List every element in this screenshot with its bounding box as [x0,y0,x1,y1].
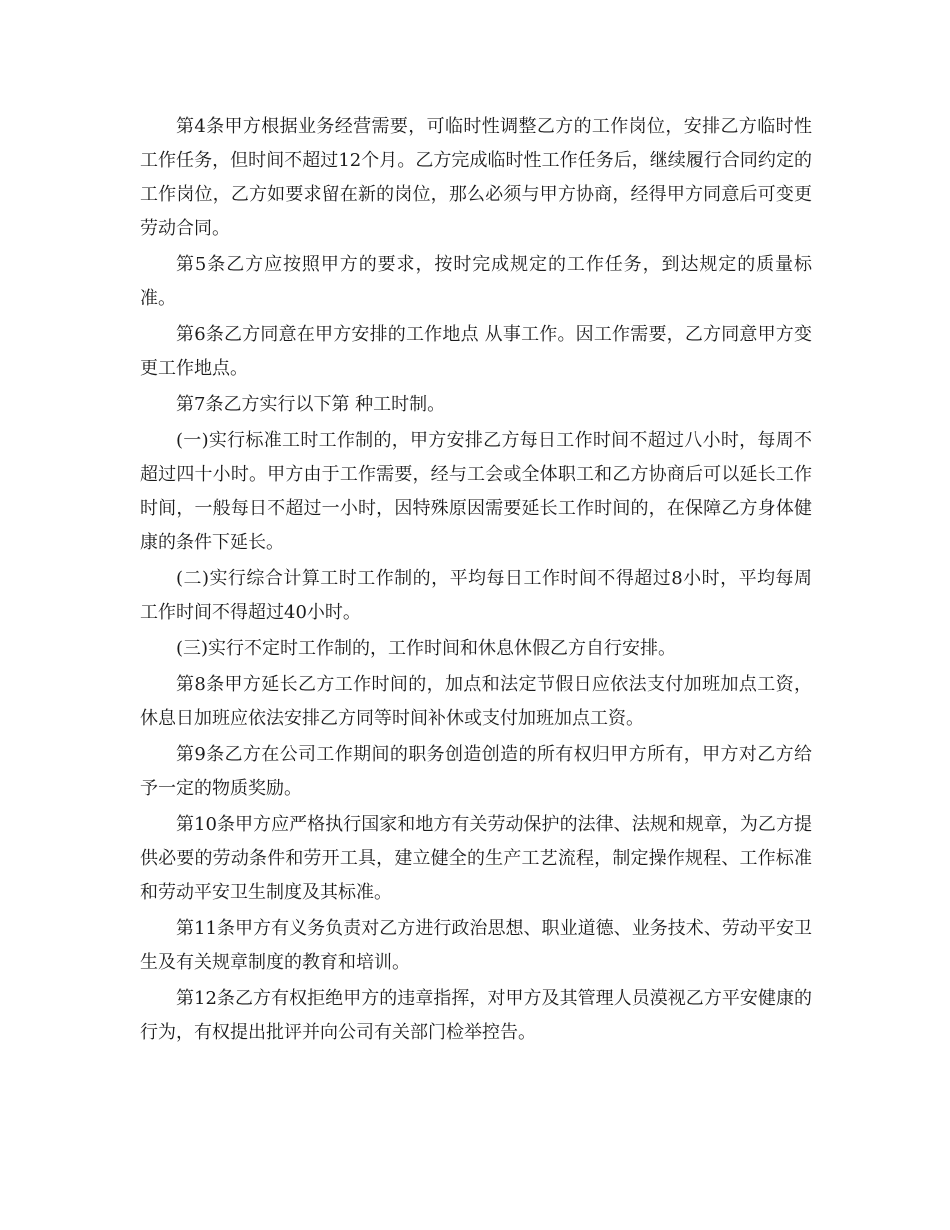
paragraph-article-7: 第7条乙方实行以下第 种工时制。 [176,394,446,415]
paragraph-item-2: (二)实行综合计算工时工作制的，平均每日工作时间不得超过8小时，平均每周工作时间不得超过40小时。 [140,568,812,623]
paragraph-article-4: 第4条甲方根据业务经营需要，可临时性调整乙方的工作岗位，安排乙方临时性工作任务，但时间不超过12个月。乙方完成临时性工作任务后，继续履行合同约定的工作岗位，乙方如要求留在新的岗位，那么必须与甲方协商，经得甲方同意后可变更劳动合同。 [140,116,812,239]
paragraph-article-6: 第6条乙方同意在甲方安排的工作地点 从事工作。因工作需要，乙方同意甲方变更工作地点。 [140,324,812,379]
paragraph-article-8: 第8条甲方延长乙方工作时间的，加点和法定节假日应依法支付加班加点工资，休息日加班应依法安排乙方同等时间补休或支付加班加点工资。 [140,674,812,729]
document-body [140,110,812,1052]
paragraph-article-5: 第5条乙方应按照甲方的要求，按时完成规定的工作任务，到达规定的质量标准。 [140,254,812,309]
paragraph-article-9: 第9条乙方在公司工作期间的职务创造创造的所有权归甲方所有，甲方对乙方给予一定的物质奖励。 [140,744,812,799]
paragraph-item-1: (一)实行标准工时工作制的，甲方安排乙方每日工作时间不超过八小时，每周不超过四十小时。甲方由于工作需要，经与工会或全体职工和乙方协商后可以延长工作时间，一般每日不超过一小时，因特殊原因需要延长工作时间的，在保障乙方身体健康的条件下延长。 [140,430,812,553]
paragraph-article-12: 第12条乙方有权拒绝甲方的违章指挥，对甲方及其管理人员漠视乙方平安健康的行为，有权提出批评并向公司有关部门检举控告。 [140,988,812,1043]
paragraph-article-11: 第11条甲方有义务负责对乙方进行政治思想、职业道德、业务技术、劳动平安卫生及有关规章制度的教育和培训。 [140,918,812,973]
paragraph-item-3: (三)实行不定时工作制的，工作时间和休息休假乙方自行安排。 [176,638,677,659]
paragraph-article-10: 第10条甲方应严格执行国家和地方有关劳动保护的法律、法规和规章，为乙方提供必要的劳动条件和劳开工具，建立健全的生产工艺流程，制定操作规程、工作标准和劳动平安卫生制度及其标准。 [140,814,812,903]
